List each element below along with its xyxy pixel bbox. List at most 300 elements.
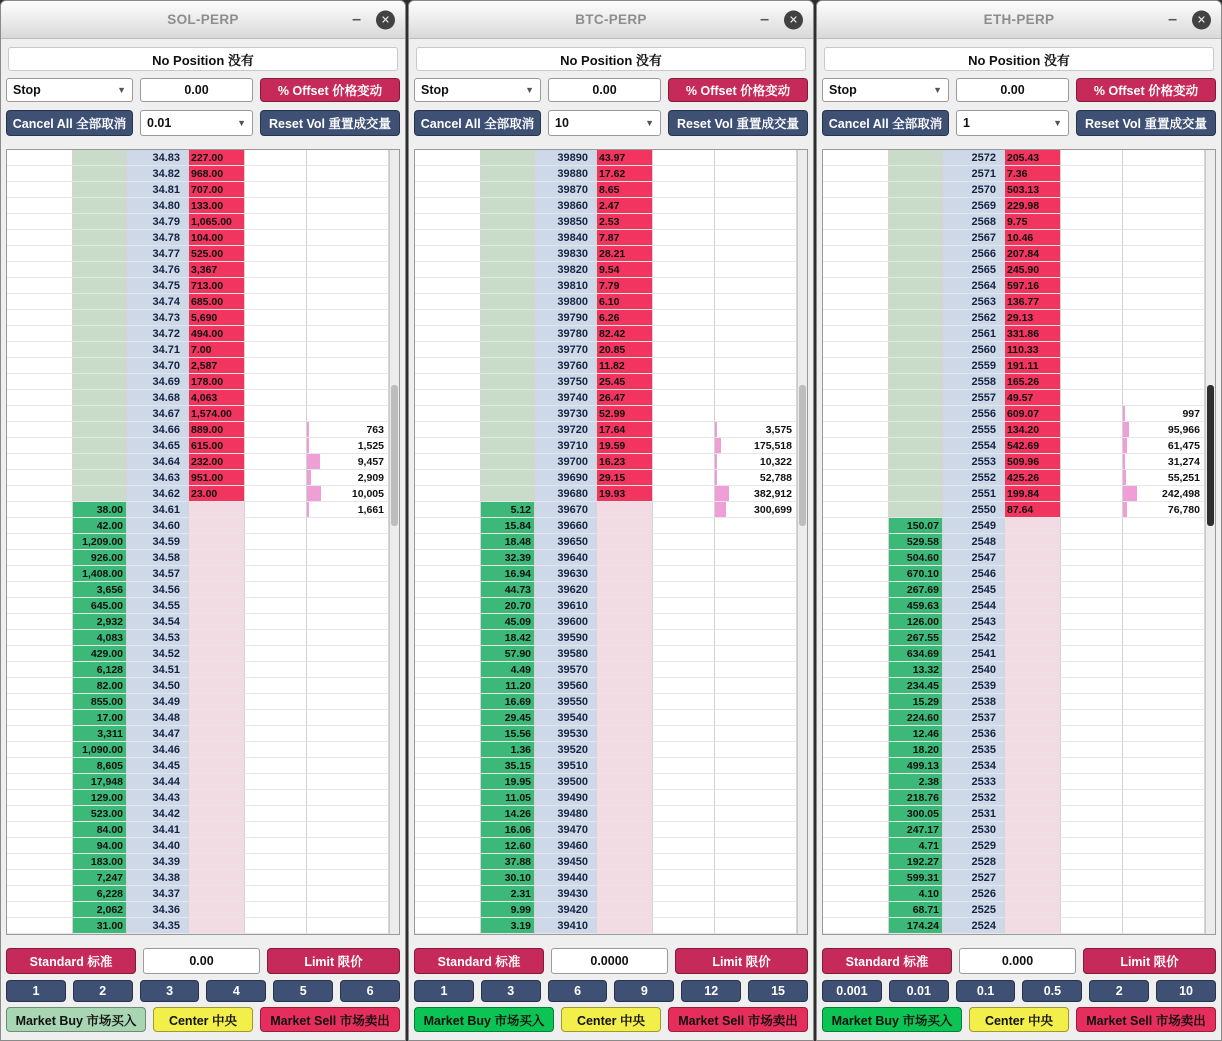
ask-volume-cell[interactable]: 25.45 — [597, 374, 653, 390]
bid-volume-cell[interactable]: 32.39 — [481, 550, 535, 566]
buy-order-cell[interactable] — [415, 902, 481, 918]
ask-volume-cell[interactable] — [189, 518, 245, 534]
traded-volume-cell[interactable] — [307, 886, 389, 902]
sell-order-cell[interactable] — [1061, 918, 1123, 934]
window-titlebar[interactable] — [1, 1, 405, 39]
ask-volume-cell[interactable] — [597, 518, 653, 534]
bid-volume-cell[interactable]: 16.69 — [481, 694, 535, 710]
market-buy-button[interactable]: Market Buy 市场买入 — [6, 1007, 146, 1032]
sell-order-cell[interactable] — [1061, 166, 1123, 182]
ask-volume-cell[interactable] — [597, 534, 653, 550]
ask-volume-cell[interactable] — [597, 854, 653, 870]
bid-volume-cell[interactable]: 2,062 — [73, 902, 127, 918]
sell-order-cell[interactable] — [1061, 342, 1123, 358]
sell-order-cell[interactable] — [653, 582, 715, 598]
ask-volume-cell[interactable]: 133.00 — [189, 198, 245, 214]
traded-volume-cell[interactable] — [307, 582, 389, 598]
traded-volume-cell[interactable] — [307, 614, 389, 630]
bid-volume-cell[interactable] — [481, 230, 535, 246]
traded-volume-cell[interactable] — [1123, 294, 1205, 310]
traded-volume-cell[interactable] — [307, 486, 389, 502]
sell-order-cell[interactable] — [1061, 358, 1123, 374]
ask-volume-cell[interactable]: 9.54 — [597, 262, 653, 278]
ask-volume-cell[interactable]: 10.46 — [1005, 230, 1061, 246]
traded-volume-cell[interactable] — [1123, 518, 1205, 534]
ask-volume-cell[interactable]: 968.00 — [189, 166, 245, 182]
buy-order-cell[interactable] — [415, 566, 481, 582]
buy-order-cell[interactable] — [823, 758, 889, 774]
sell-order-cell[interactable] — [245, 742, 307, 758]
ask-volume-cell[interactable]: 713.00 — [189, 278, 245, 294]
close-button[interactable] — [376, 10, 395, 29]
traded-volume-cell[interactable] — [1123, 806, 1205, 822]
sell-order-cell[interactable] — [245, 758, 307, 774]
bid-volume-cell[interactable]: 1,408.00 — [73, 566, 127, 582]
bid-volume-cell[interactable]: 6,128 — [73, 662, 127, 678]
sell-order-cell[interactable] — [653, 198, 715, 214]
bid-volume-cell[interactable] — [481, 198, 535, 214]
bid-volume-cell[interactable] — [73, 182, 127, 198]
reset-vol-button[interactable]: Reset Vol 重置成交量 — [260, 110, 400, 136]
bid-volume-cell[interactable] — [73, 406, 127, 422]
bid-volume-cell[interactable] — [889, 166, 943, 182]
ask-volume-cell[interactable] — [1005, 534, 1061, 550]
bid-volume-cell[interactable] — [481, 326, 535, 342]
buy-order-cell[interactable] — [7, 374, 73, 390]
bid-volume-cell[interactable]: 12.60 — [481, 838, 535, 854]
bid-volume-cell[interactable]: 2.38 — [889, 774, 943, 790]
traded-volume-cell[interactable] — [307, 630, 389, 646]
ask-volume-cell[interactable] — [597, 806, 653, 822]
buy-order-cell[interactable] — [415, 470, 481, 486]
ask-volume-cell[interactable] — [597, 886, 653, 902]
bid-volume-cell[interactable] — [889, 246, 943, 262]
buy-order-cell[interactable] — [823, 646, 889, 662]
bid-volume-cell[interactable] — [889, 454, 943, 470]
bid-volume-cell[interactable] — [73, 438, 127, 454]
traded-volume-cell[interactable] — [1123, 630, 1205, 646]
offset-input[interactable] — [548, 78, 661, 102]
ask-volume-cell[interactable] — [1005, 518, 1061, 534]
traded-volume-cell[interactable] — [307, 806, 389, 822]
buy-order-cell[interactable] — [7, 854, 73, 870]
ask-volume-cell[interactable] — [189, 790, 245, 806]
scrollbar-thumb[interactable] — [799, 385, 806, 526]
buy-order-cell[interactable] — [415, 662, 481, 678]
traded-volume-cell[interactable] — [307, 214, 389, 230]
sell-order-cell[interactable] — [1061, 806, 1123, 822]
buy-order-cell[interactable] — [7, 454, 73, 470]
ask-volume-cell[interactable] — [1005, 582, 1061, 598]
bid-volume-cell[interactable]: 4.71 — [889, 838, 943, 854]
bid-volume-cell[interactable]: 192.27 — [889, 854, 943, 870]
stop-type-select[interactable] — [822, 78, 949, 102]
bid-volume-cell[interactable]: 224.60 — [889, 710, 943, 726]
price-input[interactable] — [959, 948, 1076, 974]
traded-volume-cell[interactable] — [307, 310, 389, 326]
bid-volume-cell[interactable] — [889, 214, 943, 230]
sell-order-cell[interactable] — [245, 822, 307, 838]
traded-volume-cell[interactable] — [1123, 790, 1205, 806]
sell-order-cell[interactable] — [653, 390, 715, 406]
traded-volume-cell[interactable] — [307, 822, 389, 838]
ask-volume-cell[interactable] — [189, 550, 245, 566]
traded-volume-cell[interactable] — [715, 246, 797, 262]
buy-order-cell[interactable] — [823, 358, 889, 374]
buy-order-cell[interactable] — [823, 742, 889, 758]
traded-volume-cell[interactable] — [715, 662, 797, 678]
sell-order-cell[interactable] — [245, 406, 307, 422]
buy-order-cell[interactable] — [823, 918, 889, 934]
traded-volume-cell[interactable] — [715, 902, 797, 918]
buy-order-cell[interactable] — [823, 310, 889, 326]
market-sell-button[interactable]: Market Sell 市场卖出 — [668, 1007, 808, 1032]
sell-order-cell[interactable] — [1061, 582, 1123, 598]
traded-volume-cell[interactable] — [1123, 566, 1205, 582]
reset-vol-button[interactable]: Reset Vol 重置成交量 — [668, 110, 808, 136]
bid-volume-cell[interactable] — [889, 150, 943, 166]
buy-order-cell[interactable] — [7, 230, 73, 246]
center-button[interactable]: Center 中央 — [561, 1007, 661, 1032]
sell-order-cell[interactable] — [1061, 182, 1123, 198]
traded-volume-cell[interactable] — [715, 598, 797, 614]
ask-volume-cell[interactable]: 615.00 — [189, 438, 245, 454]
traded-volume-cell[interactable] — [715, 342, 797, 358]
bid-volume-cell[interactable] — [889, 374, 943, 390]
bid-volume-cell[interactable] — [73, 422, 127, 438]
bid-volume-cell[interactable]: 300.05 — [889, 806, 943, 822]
sell-order-cell[interactable] — [245, 326, 307, 342]
sell-order-cell[interactable] — [653, 710, 715, 726]
sell-order-cell[interactable] — [245, 646, 307, 662]
reset-vol-button[interactable]: Reset Vol 重置成交量 — [1076, 110, 1216, 136]
traded-volume-cell[interactable] — [1123, 710, 1205, 726]
qty-button-2[interactable]: 2 — [73, 980, 133, 1002]
bid-volume-cell[interactable]: 17.00 — [73, 710, 127, 726]
buy-order-cell[interactable] — [7, 390, 73, 406]
ask-volume-cell[interactable] — [189, 598, 245, 614]
traded-volume-cell[interactable] — [1123, 278, 1205, 294]
sell-order-cell[interactable] — [653, 662, 715, 678]
buy-order-cell[interactable] — [7, 758, 73, 774]
buy-order-cell[interactable] — [415, 886, 481, 902]
bid-volume-cell[interactable] — [481, 390, 535, 406]
ask-volume-cell[interactable]: 23.00 — [189, 486, 245, 502]
ask-volume-cell[interactable]: 19.59 — [597, 438, 653, 454]
bid-volume-cell[interactable] — [481, 166, 535, 182]
buy-order-cell[interactable] — [7, 774, 73, 790]
sell-order-cell[interactable] — [245, 886, 307, 902]
buy-order-cell[interactable] — [415, 358, 481, 374]
buy-order-cell[interactable] — [823, 598, 889, 614]
bid-volume-cell[interactable] — [889, 342, 943, 358]
ask-volume-cell[interactable] — [1005, 822, 1061, 838]
qty-button-4[interactable]: 9 — [614, 980, 674, 1002]
bid-volume-cell[interactable] — [73, 342, 127, 358]
buy-order-cell[interactable] — [415, 278, 481, 294]
buy-order-cell[interactable] — [823, 486, 889, 502]
traded-volume-cell[interactable] — [307, 710, 389, 726]
traded-volume-cell[interactable] — [715, 790, 797, 806]
buy-order-cell[interactable] — [823, 726, 889, 742]
buy-order-cell[interactable] — [823, 294, 889, 310]
ask-volume-cell[interactable]: 232.00 — [189, 454, 245, 470]
buy-order-cell[interactable] — [823, 182, 889, 198]
ask-volume-cell[interactable] — [189, 614, 245, 630]
buy-order-cell[interactable] — [823, 230, 889, 246]
sell-order-cell[interactable] — [245, 518, 307, 534]
bid-volume-cell[interactable] — [73, 198, 127, 214]
offset-input[interactable] — [140, 78, 253, 102]
bid-volume-cell[interactable]: 8,605 — [73, 758, 127, 774]
buy-order-cell[interactable] — [7, 358, 73, 374]
bid-volume-cell[interactable]: 2.31 — [481, 886, 535, 902]
traded-volume-cell[interactable] — [307, 838, 389, 854]
buy-order-cell[interactable] — [415, 854, 481, 870]
sell-order-cell[interactable] — [245, 342, 307, 358]
bid-volume-cell[interactable] — [889, 262, 943, 278]
market-sell-button[interactable]: Market Sell 市场卖出 — [260, 1007, 400, 1032]
ask-volume-cell[interactable] — [189, 806, 245, 822]
buy-order-cell[interactable] — [823, 694, 889, 710]
traded-volume-cell[interactable] — [715, 262, 797, 278]
ask-volume-cell[interactable]: 191.11 — [1005, 358, 1061, 374]
ask-volume-cell[interactable]: 229.98 — [1005, 198, 1061, 214]
buy-order-cell[interactable] — [415, 726, 481, 742]
sell-order-cell[interactable] — [1061, 566, 1123, 582]
sell-order-cell[interactable] — [653, 214, 715, 230]
ask-volume-cell[interactable] — [597, 774, 653, 790]
sell-order-cell[interactable] — [653, 598, 715, 614]
sell-order-cell[interactable] — [653, 518, 715, 534]
ask-volume-cell[interactable]: 207.84 — [1005, 246, 1061, 262]
buy-order-cell[interactable] — [415, 246, 481, 262]
bid-volume-cell[interactable]: 926.00 — [73, 550, 127, 566]
ask-volume-cell[interactable]: 2.47 — [597, 198, 653, 214]
traded-volume-cell[interactable] — [307, 454, 389, 470]
bid-volume-cell[interactable] — [481, 470, 535, 486]
bid-volume-cell[interactable] — [481, 454, 535, 470]
buy-order-cell[interactable] — [415, 614, 481, 630]
sell-order-cell[interactable] — [653, 838, 715, 854]
ask-volume-cell[interactable] — [1005, 614, 1061, 630]
sell-order-cell[interactable] — [653, 294, 715, 310]
bid-volume-cell[interactable] — [889, 390, 943, 406]
sell-order-cell[interactable] — [245, 870, 307, 886]
bid-volume-cell[interactable]: 94.00 — [73, 838, 127, 854]
bid-volume-cell[interactable] — [73, 454, 127, 470]
ask-volume-cell[interactable]: 8.65 — [597, 182, 653, 198]
ask-volume-cell[interactable]: 1,574.00 — [189, 406, 245, 422]
buy-order-cell[interactable] — [415, 710, 481, 726]
buy-order-cell[interactable] — [415, 838, 481, 854]
ask-volume-cell[interactable]: 52.99 — [597, 406, 653, 422]
traded-volume-cell[interactable] — [1123, 470, 1205, 486]
sell-order-cell[interactable] — [653, 278, 715, 294]
traded-volume-cell[interactable] — [307, 790, 389, 806]
cancel-all-button[interactable]: Cancel All 全部取消 — [414, 110, 541, 136]
buy-order-cell[interactable] — [7, 870, 73, 886]
sell-order-cell[interactable] — [653, 230, 715, 246]
buy-order-cell[interactable] — [7, 438, 73, 454]
sell-order-cell[interactable] — [1061, 214, 1123, 230]
sell-order-cell[interactable] — [1061, 598, 1123, 614]
buy-order-cell[interactable] — [7, 294, 73, 310]
bid-volume-cell[interactable]: 9.99 — [481, 902, 535, 918]
traded-volume-cell[interactable] — [1123, 454, 1205, 470]
sell-order-cell[interactable] — [245, 790, 307, 806]
bid-volume-cell[interactable]: 16.94 — [481, 566, 535, 582]
bid-volume-cell[interactable] — [481, 246, 535, 262]
traded-volume-cell[interactable] — [307, 150, 389, 166]
bid-volume-cell[interactable]: 529.58 — [889, 534, 943, 550]
bid-volume-cell[interactable]: 18.48 — [481, 534, 535, 550]
bid-volume-cell[interactable] — [481, 438, 535, 454]
bid-volume-cell[interactable]: 129.00 — [73, 790, 127, 806]
ask-volume-cell[interactable] — [597, 614, 653, 630]
bid-volume-cell[interactable]: 459.63 — [889, 598, 943, 614]
traded-volume-cell[interactable] — [307, 422, 389, 438]
qty-button-1[interactable]: 0.001 — [822, 980, 882, 1002]
buy-order-cell[interactable] — [823, 614, 889, 630]
buy-order-cell[interactable] — [7, 262, 73, 278]
buy-order-cell[interactable] — [7, 278, 73, 294]
buy-order-cell[interactable] — [823, 518, 889, 534]
ask-volume-cell[interactable] — [597, 678, 653, 694]
close-button[interactable] — [784, 10, 803, 29]
traded-volume-cell[interactable] — [1123, 422, 1205, 438]
sell-order-cell[interactable] — [1061, 870, 1123, 886]
buy-order-cell[interactable] — [823, 662, 889, 678]
ask-volume-cell[interactable] — [597, 870, 653, 886]
sell-order-cell[interactable] — [245, 902, 307, 918]
buy-order-cell[interactable] — [415, 310, 481, 326]
ask-volume-cell[interactable] — [597, 694, 653, 710]
buy-order-cell[interactable] — [7, 342, 73, 358]
bid-volume-cell[interactable] — [73, 310, 127, 326]
buy-order-cell[interactable] — [415, 230, 481, 246]
sell-order-cell[interactable] — [245, 566, 307, 582]
buy-order-cell[interactable] — [7, 470, 73, 486]
sell-order-cell[interactable] — [1061, 822, 1123, 838]
bid-volume-cell[interactable]: 267.55 — [889, 630, 943, 646]
ask-volume-cell[interactable]: 4,063 — [189, 390, 245, 406]
bid-volume-cell[interactable] — [889, 198, 943, 214]
sell-order-cell[interactable] — [653, 694, 715, 710]
traded-volume-cell[interactable] — [715, 694, 797, 710]
traded-volume-cell[interactable] — [307, 598, 389, 614]
bid-volume-cell[interactable]: 6,228 — [73, 886, 127, 902]
buy-order-cell[interactable] — [7, 918, 73, 934]
ask-volume-cell[interactable]: 7.79 — [597, 278, 653, 294]
traded-volume-cell[interactable] — [715, 406, 797, 422]
percent-offset-button[interactable]: % Offset 价格变动 — [1076, 78, 1216, 102]
market-buy-button[interactable]: Market Buy 市场买入 — [414, 1007, 554, 1032]
buy-order-cell[interactable] — [823, 390, 889, 406]
volume-step-select[interactable] — [956, 110, 1069, 136]
traded-volume-cell[interactable] — [715, 534, 797, 550]
buy-order-cell[interactable] — [7, 518, 73, 534]
sell-order-cell[interactable] — [1061, 678, 1123, 694]
traded-volume-cell[interactable] — [1123, 310, 1205, 326]
buy-order-cell[interactable] — [415, 374, 481, 390]
traded-volume-cell[interactable] — [715, 918, 797, 934]
bid-volume-cell[interactable]: 38.00 — [73, 502, 127, 518]
buy-order-cell[interactable] — [415, 390, 481, 406]
buy-order-cell[interactable] — [7, 182, 73, 198]
bid-volume-cell[interactable]: 57.90 — [481, 646, 535, 662]
sell-order-cell[interactable] — [1061, 646, 1123, 662]
traded-volume-cell[interactable] — [1123, 390, 1205, 406]
buy-order-cell[interactable] — [823, 342, 889, 358]
ask-volume-cell[interactable]: 136.77 — [1005, 294, 1061, 310]
bid-volume-cell[interactable]: 126.00 — [889, 614, 943, 630]
traded-volume-cell[interactable] — [1123, 486, 1205, 502]
traded-volume-cell[interactable] — [307, 742, 389, 758]
qty-button-6[interactable]: 15 — [748, 980, 808, 1002]
sell-order-cell[interactable] — [245, 854, 307, 870]
sell-order-cell[interactable] — [1061, 278, 1123, 294]
bid-volume-cell[interactable] — [73, 278, 127, 294]
traded-volume-cell[interactable] — [715, 326, 797, 342]
bid-volume-cell[interactable]: 14.26 — [481, 806, 535, 822]
buy-order-cell[interactable] — [7, 502, 73, 518]
ask-volume-cell[interactable] — [1005, 806, 1061, 822]
ask-volume-cell[interactable] — [189, 646, 245, 662]
traded-volume-cell[interactable] — [715, 438, 797, 454]
ask-volume-cell[interactable] — [1005, 662, 1061, 678]
sell-order-cell[interactable] — [245, 246, 307, 262]
sell-order-cell[interactable] — [1061, 262, 1123, 278]
ask-volume-cell[interactable]: 2.53 — [597, 214, 653, 230]
traded-volume-cell[interactable] — [1123, 614, 1205, 630]
ask-volume-cell[interactable]: 205.43 — [1005, 150, 1061, 166]
sell-order-cell[interactable] — [1061, 790, 1123, 806]
traded-volume-cell[interactable] — [1123, 182, 1205, 198]
window-titlebar[interactable] — [409, 1, 813, 39]
sell-order-cell[interactable] — [245, 502, 307, 518]
traded-volume-cell[interactable] — [715, 230, 797, 246]
bid-volume-cell[interactable]: 16.06 — [481, 822, 535, 838]
ask-volume-cell[interactable] — [189, 902, 245, 918]
sell-order-cell[interactable] — [653, 806, 715, 822]
sell-order-cell[interactable] — [245, 166, 307, 182]
standard-button[interactable]: Standard 标准 — [6, 948, 136, 974]
sell-order-cell[interactable] — [245, 374, 307, 390]
traded-volume-cell[interactable] — [1123, 406, 1205, 422]
sell-order-cell[interactable] — [653, 870, 715, 886]
ask-volume-cell[interactable] — [1005, 710, 1061, 726]
qty-button-4[interactable]: 0.5 — [1022, 980, 1082, 1002]
buy-order-cell[interactable] — [415, 678, 481, 694]
sell-order-cell[interactable] — [245, 614, 307, 630]
traded-volume-cell[interactable] — [715, 454, 797, 470]
traded-volume-cell[interactable] — [1123, 150, 1205, 166]
sell-order-cell[interactable] — [653, 918, 715, 934]
ask-volume-cell[interactable]: 707.00 — [189, 182, 245, 198]
sell-order-cell[interactable] — [1061, 438, 1123, 454]
sell-order-cell[interactable] — [245, 198, 307, 214]
buy-order-cell[interactable] — [415, 550, 481, 566]
stop-type-select[interactable] — [6, 78, 133, 102]
ask-volume-cell[interactable] — [597, 742, 653, 758]
traded-volume-cell[interactable] — [715, 422, 797, 438]
buy-order-cell[interactable] — [823, 710, 889, 726]
traded-volume-cell[interactable] — [715, 294, 797, 310]
sell-order-cell[interactable] — [653, 358, 715, 374]
bid-volume-cell[interactable] — [481, 374, 535, 390]
sell-order-cell[interactable] — [1061, 502, 1123, 518]
